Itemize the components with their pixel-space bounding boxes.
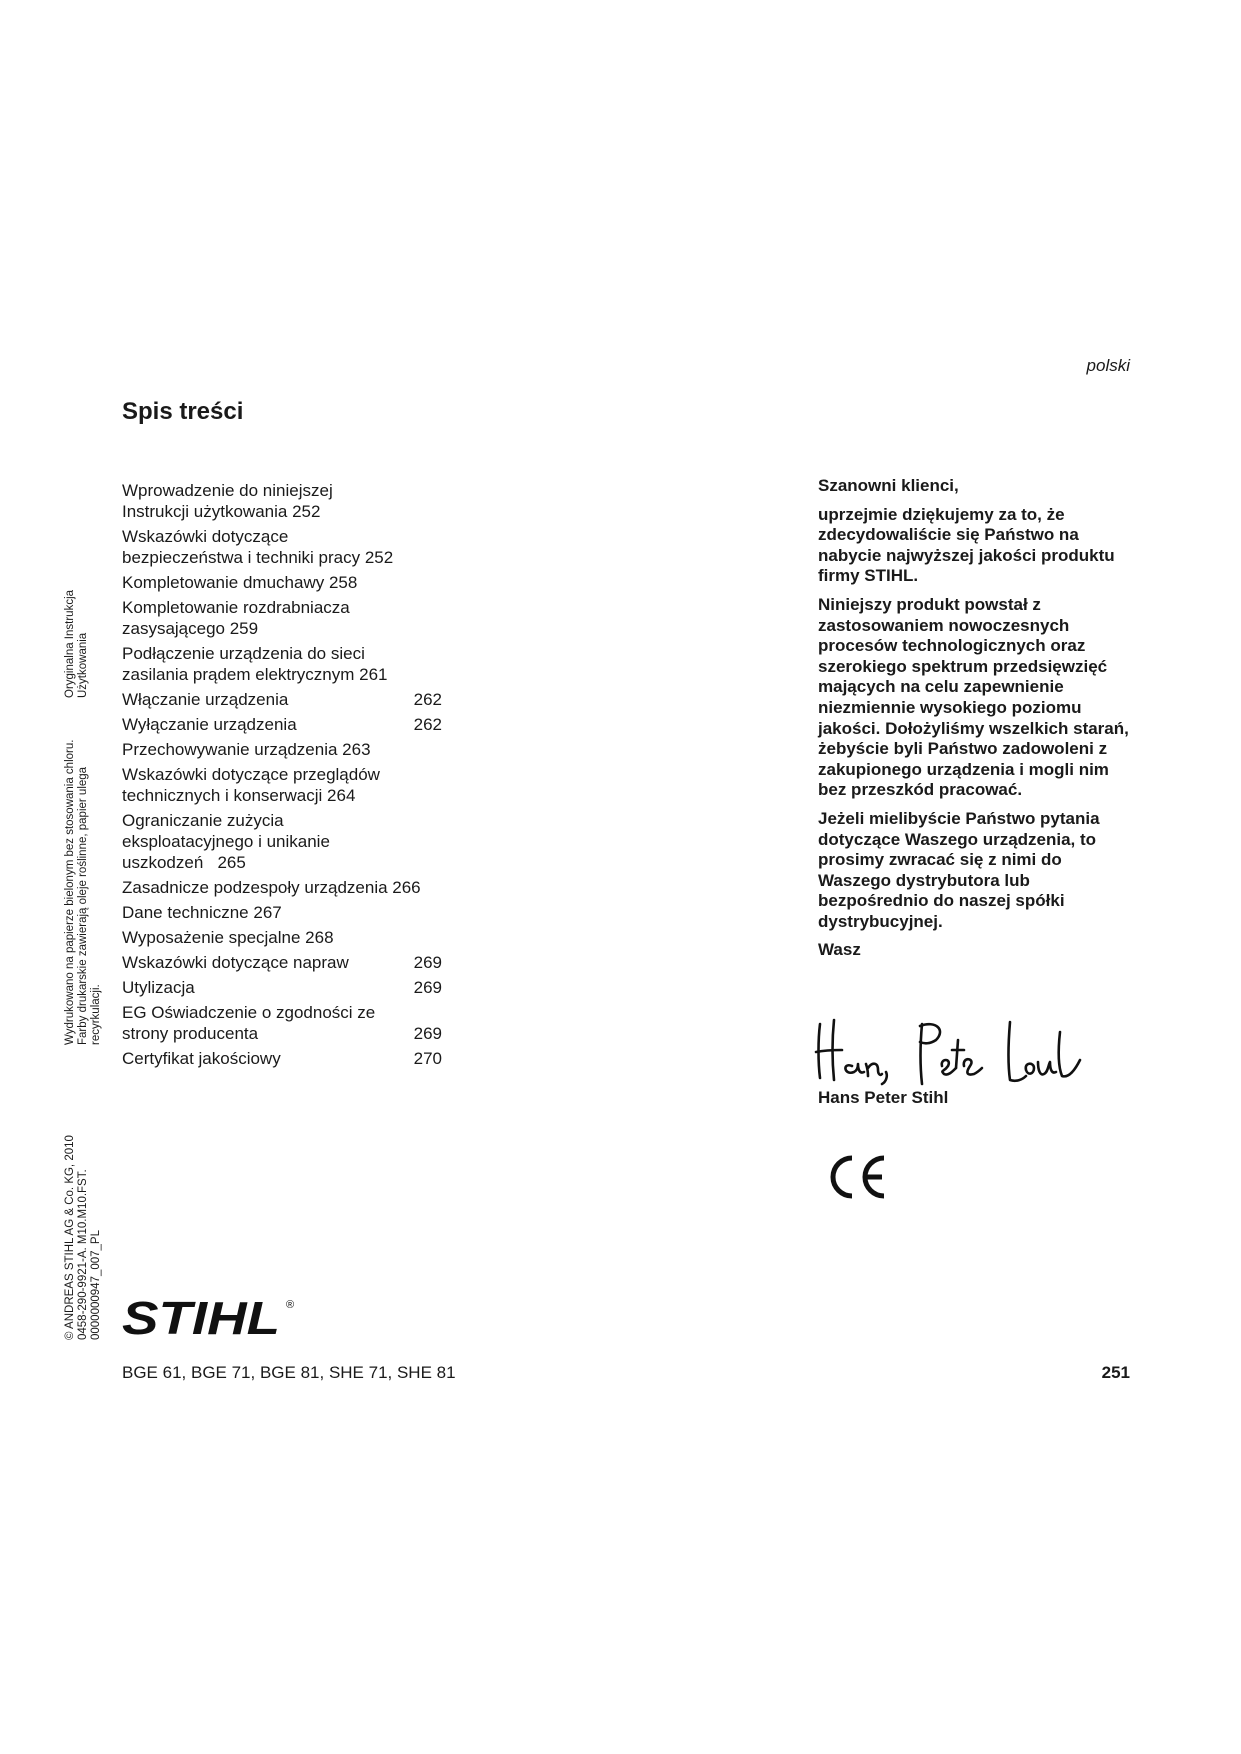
- toc-entry[interactable]: [122, 480, 442, 522]
- toc-entry-line: Wprowadzenie do niniejszej: [122, 481, 333, 500]
- letter-paragraph: uprzejmie dziękujemy za to, że zdecydowaliście się Państwo na nabycie najwyższej jakości produktu firmy STIHL.: [818, 504, 1115, 586]
- toc-page-number: 270: [413, 1049, 442, 1068]
- toc-entry[interactable]: [122, 877, 442, 898]
- signature-image: [812, 1010, 1092, 1090]
- toc-page-number: 269: [413, 978, 442, 997]
- toc-entry[interactable]: [122, 952, 442, 973]
- toc-entry-label: Wskazówki dotyczące napraw: [122, 953, 349, 972]
- table-of-contents: [122, 480, 442, 1073]
- toc-entry[interactable]: [122, 927, 442, 948]
- toc-page-number: 269: [413, 953, 442, 972]
- toc-entry-line: EG Oświadczenie o zgodności ze: [122, 1003, 376, 1022]
- toc-page-number: 262: [413, 715, 442, 734]
- side-note-printing: Wydrukowano na papierze bielonym bez stosowania chloru. Farby drukarskie zawierają oleje roślinne, papier ulega recyrkulacji.: [64, 739, 102, 1045]
- toc-entry[interactable]: [122, 902, 442, 923]
- toc-entry-line: zasysającego 259: [122, 619, 259, 638]
- toc-entry-label: Wyłączanie urządzenia: [122, 715, 297, 734]
- toc-entry[interactable]: [122, 1048, 442, 1069]
- letter-paragraph: Niniejszy produkt powstał z zastosowaniem nowoczesnych procesów technologicznych oraz szerokiego spektrum przedsięwzięć mających na celu zapewnienie niezmiennie wysokiego poziomu jakości. Dołożyliśmy wszelkich starań, żebyście byli Państwo zadowoleni z zakupionego urządzenia i mogli nim bez przeszkód pracować.: [818, 594, 1129, 800]
- ce-mark-icon: [824, 1152, 888, 1202]
- side-note-copyright: © ANDREAS STIHL AG & Co. KG, 2010 0458-290-9921-A. M10.M10.FST. 0000000947_007_PL: [64, 1135, 102, 1340]
- toc-entry-line: strony producenta: [122, 1024, 259, 1043]
- toc-entry-line: Instrukcji użytkowania 252: [122, 502, 321, 521]
- toc-entry-line: Podłączenie urządzenia do sieci: [122, 644, 365, 663]
- toc-entry[interactable]: [122, 572, 442, 593]
- toc-entry-line: uszkodzeń 265: [122, 853, 246, 872]
- toc-entry-line: Przechowywanie urządzenia 263: [122, 740, 371, 759]
- toc-entry[interactable]: [122, 526, 442, 568]
- letter-salutation: Szanowni klienci,: [818, 476, 959, 495]
- signer-name: Hans Peter Stihl: [818, 1088, 949, 1107]
- toc-entry-line: Kompletowanie dmuchawy 258: [122, 573, 358, 592]
- toc-entry-line: Dane techniczne 267: [122, 903, 282, 922]
- toc-entry-line: technicznych i konserwacji 264: [122, 786, 356, 805]
- toc-entry-label: Włączanie urządzenia: [122, 690, 289, 709]
- toc-entry[interactable]: [122, 714, 442, 735]
- toc-entry-line: Wyposażenie specjalne 268: [122, 928, 334, 947]
- stihl-logo: [122, 1294, 302, 1340]
- toc-entry[interactable]: [122, 689, 442, 710]
- side-note-original-instructions: Oryginalna Instrukcja Użytkowania: [64, 589, 89, 698]
- toc-entry-line: Zasadnicze podzespoły urządzenia 266: [122, 878, 421, 897]
- letter-closing: Wasz: [818, 940, 861, 960]
- toc-entry[interactable]: [122, 643, 442, 685]
- model-list: BGE 61, BGE 71, BGE 81, SHE 71, SHE 81: [122, 1363, 456, 1382]
- toc-entry-line: Wskazówki dotyczące przeglądów: [122, 765, 380, 784]
- toc-entry-line: Wskazówki dotyczące: [122, 527, 289, 546]
- letter-body: [818, 476, 1138, 969]
- toc-entry-line: bezpieczeństwa i techniki pracy 252: [122, 548, 394, 567]
- letter-paragraph: Jeżeli mielibyście Państwo pytania dotyczące Waszego urządzenia, to prosimy zwracać się z nimi do Waszego dystrybutora lub bezpośrednio do naszej spółki dystrybucyjnej.: [818, 808, 1100, 931]
- toc-page-number: 269: [413, 1024, 442, 1043]
- toc-entry-line: Kompletowanie rozdrabniacza: [122, 598, 350, 617]
- toc-entry-label: Utylizacja: [122, 978, 195, 997]
- toc-title: Spis treści: [122, 398, 244, 425]
- toc-entry-line: Ograniczanie zużycia: [122, 811, 284, 830]
- registered-mark: ®: [286, 1299, 295, 1311]
- toc-entry-line: eksploatacyjnego i unikanie: [122, 832, 330, 851]
- toc-entry[interactable]: [122, 1002, 442, 1044]
- toc-entry[interactable]: [122, 977, 442, 998]
- page-number: 251: [1101, 1363, 1130, 1382]
- toc-entry[interactable]: [122, 739, 442, 760]
- toc-entry-line: zasilania prądem elektrycznym 261: [122, 665, 388, 684]
- toc-entry[interactable]: [122, 597, 442, 639]
- toc-page-number: 262: [413, 690, 442, 709]
- toc-entry[interactable]: [122, 810, 442, 873]
- toc-entry-label: Certyfikat jakościowy: [122, 1049, 281, 1068]
- language-label: polski: [1086, 356, 1130, 375]
- toc-entry[interactable]: [122, 764, 442, 806]
- svg-text:STIHL: STIHL: [122, 1294, 280, 1340]
